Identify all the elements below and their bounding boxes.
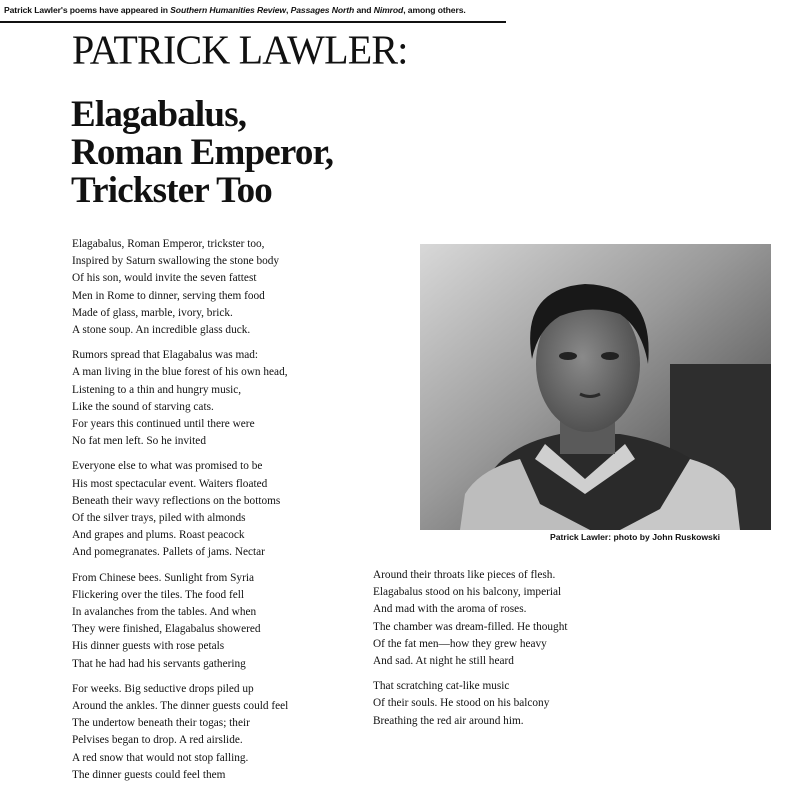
header-rule xyxy=(0,21,506,23)
contributor-note: Patrick Lawler's poems have appeared in Southern Humanities Review, Passages North and Nimrod, among others. xyxy=(4,5,466,15)
poem-line: No fat men left. So he invited xyxy=(72,435,206,448)
poem-line: Listening to a thin and hungry music, xyxy=(72,383,242,396)
poem-stanza xyxy=(72,570,288,673)
portrait-illustration xyxy=(420,244,771,530)
poem-stanza xyxy=(373,678,568,730)
poem-line: And grapes and plums. Roast peacock xyxy=(72,529,245,542)
publication-name: Nimrod xyxy=(373,5,404,15)
author-photo xyxy=(420,244,771,530)
poem-line: And mad with the aroma of roses. xyxy=(373,603,527,616)
poem-stanza xyxy=(373,567,568,670)
poem-line: For years this continued until there were xyxy=(72,418,255,431)
poem-line: His most spectacular event. Waiters floated xyxy=(72,477,268,490)
publication-name: Passages North xyxy=(290,5,355,15)
photo-caption: Patrick Lawler: photo by John Ruskowski xyxy=(550,532,720,542)
poem-line: Of their souls. He stood on his balcony xyxy=(373,697,550,710)
poem-line: Like the sound of starving cats. xyxy=(72,400,214,413)
poem-line: For weeks. Big seductive drops piled up xyxy=(72,682,254,695)
poem-line: Around their throats like pieces of flesh. xyxy=(373,569,556,581)
poem-line: Of his son, would invite the seven fattest xyxy=(72,272,257,285)
poem-line: Inspired by Saturn swallowing the stone body xyxy=(72,255,280,268)
poem-line: Elagabalus stood on his balcony, imperial xyxy=(373,586,562,599)
poem-line: Elagabalus, Roman Emperor, trickster too, xyxy=(72,238,265,250)
poem-line: That he had had his servants gathering xyxy=(72,657,246,670)
title-line: Trickster Too xyxy=(71,170,272,211)
poem-line: His dinner guests with rose petals xyxy=(72,640,225,653)
poem-line: Of the fat men—how they grew heavy xyxy=(373,637,547,650)
title-line: Elagabalus, xyxy=(71,94,247,135)
poem-line: Beneath their wavy reflections on the bottoms xyxy=(72,494,281,507)
poem-line: And pomegranates. Pallets of jams. Nectar xyxy=(72,546,265,559)
poem-line: Breathing the red air around him. xyxy=(373,714,524,727)
poem-line: From Chinese bees. Sunlight from Syria xyxy=(72,571,254,584)
poem-line: Flickering over the tiles. The food fell xyxy=(72,588,245,601)
poem-line: Of the silver trays, piled with almonds xyxy=(72,512,246,525)
author-heading: PATRICK LAWLER: xyxy=(72,26,408,73)
poem-line: In avalanches from the tables. And when xyxy=(72,606,257,619)
poem-column-left xyxy=(72,236,288,792)
poem-line: Made of glass, marble, ivory, brick. xyxy=(72,306,233,319)
poem-title xyxy=(71,96,333,210)
poem-stanza xyxy=(72,347,288,450)
poem-line: Rumors spread that Elagabalus was mad: xyxy=(72,349,259,362)
poem-line: A stone soup. An incredible glass duck. xyxy=(72,324,251,337)
publication-name: Southern Humanities Review xyxy=(170,5,287,15)
poem-stanza xyxy=(72,458,288,561)
poem-line: That scratching cat-like music xyxy=(373,680,510,693)
poem-line: A red snow that would not stop falling. xyxy=(72,751,249,764)
poem-column-right xyxy=(373,567,568,738)
poem-line: Men in Rome to dinner, serving them food xyxy=(72,289,265,302)
poem-line: They were finished, Elagabalus showered xyxy=(72,623,261,636)
poem-line: A man living in the blue forest of his own head, xyxy=(72,366,288,379)
poem-line: Everyone else to what was promised to be xyxy=(72,460,263,473)
poem-line: Pelvises began to drop. A red airslide. xyxy=(72,734,243,747)
poem-line: The chamber was dream-filled. He thought xyxy=(373,620,568,633)
poem-line: The dinner guests could feel them xyxy=(72,768,226,781)
poem-line: The undertow beneath their togas; their xyxy=(72,717,250,730)
title-line: Roman Emperor, xyxy=(71,132,334,173)
poem-stanza xyxy=(72,681,288,784)
poem-line: And sad. At night he still heard xyxy=(373,655,514,668)
poem-line: Around the ankles. The dinner guests could feel xyxy=(72,700,289,713)
poem-stanza xyxy=(72,236,288,339)
